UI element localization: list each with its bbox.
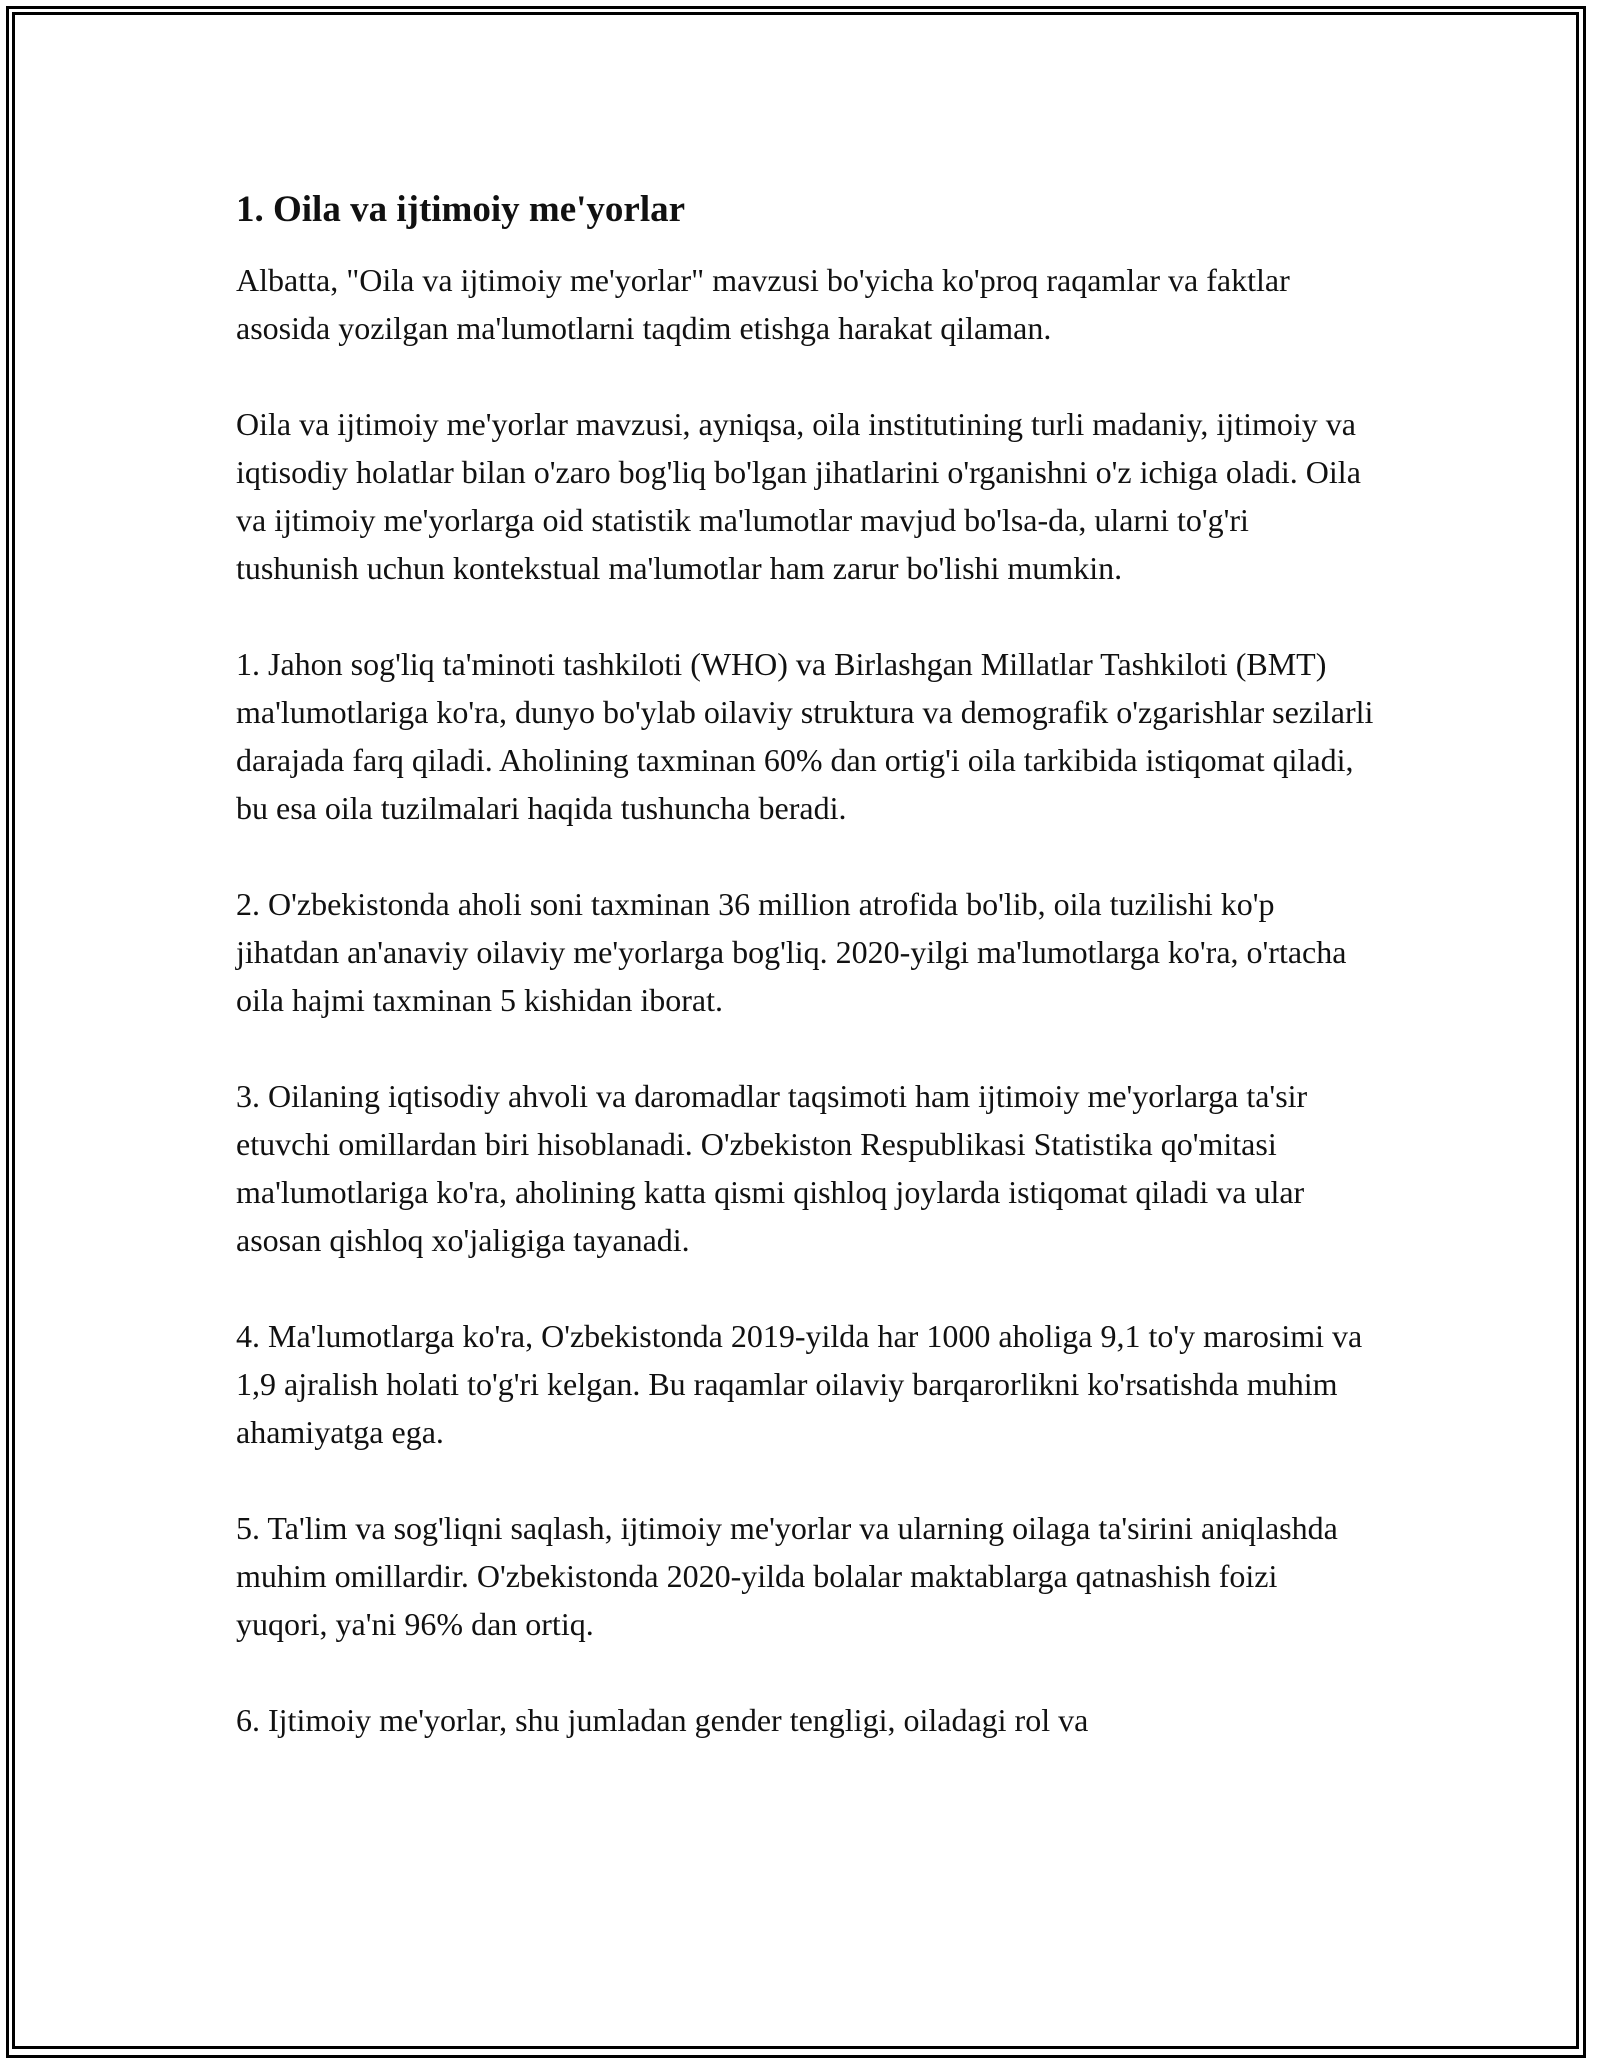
paragraph-point-5: 5. Ta'lim va sog'liqni saqlash, ijtimoiy me'yorlar va ularning oilaga ta'sirini aniqlashda muhim omillardir. O'zbekistonda 2020-yilda bolalar maktablarga qatnashish foizi yuqori, ya'ni 96% dan ortiq. [236, 1510, 1338, 1642]
document-title: 1. Oila va ijtimoiy me'yorlar [236, 189, 686, 230]
paragraph-point-4: 4. Ma'lumotlarga ko'ra, O'zbekistonda 2019-yilda har 1000 aholiga 9,1 to'y marosimi va 1,9 ajralish holati to'g'ri kelgan. Bu raqamlar oilaviy barqarorlikni ko'rsatishda muhim ahamiyatga ega. [236, 1318, 1363, 1450]
paragraph-point-6: 6. Ijtimoiy me'yorlar, shu jumladan gender tengligi, oiladagi rol va [236, 1702, 1089, 1738]
document-body [236, 186, 1376, 1744]
paragraph-intro: Albatta, "Oila va ijtimoiy me'yorlar" mavzusi bo'yicha ko'proq raqamlar va faktlar asosida yozilgan ma'lumotlarni taqdim etishga harakat qilaman. [236, 262, 1290, 346]
paragraph-point-1: 1. Jahon sog'liq ta'minoti tashkiloti (WHO) va Birlashgan Millatlar Tashkiloti (BMT) ma'lumotlariga ko'ra, dunyo bo'ylab oilaviy struktura va demografik o'zgarishlar sezilarli darajada farq qiladi. Aholining taxminan 60% dan ortig'i oila tarkibida istiqomat qiladi, bu esa oila tuzilmalari haqida tushuncha beradi. [236, 646, 1374, 826]
paragraph-point-2: 2. O'zbekistonda aholi soni taxminan 36 million atrofida bo'lib, oila tuzilishi ko'p jihatdan an'anaviy oilaviy me'yorlarga bog'liq. 2020-yilgi ma'lumotlarga ko'ra, o'rtacha oila hajmi taxminan 5 kishidan iborat. [236, 886, 1347, 1018]
paragraph-overview: Oila va ijtimoiy me'yorlar mavzusi, ayniqsa, oila institutining turli madaniy, ijtimoiy va iqtisodiy holatlar bilan o'zaro bog'liq bo'lgan jihatlarini o'rganishni o'z ichiga oladi. Oila va ijtimoiy me'yorlarga oid statistik ma'lumotlar mavjud bo'lsa-da, ularni to'g'ri tushunish uchun kontekstual ma'lumotlar ham zarur bo'lishi mumkin. [236, 406, 1361, 586]
paragraph-point-3: 3. Oilaning iqtisodiy ahvoli va daromadlar taqsimoti ham ijtimoiy me'yorlarga ta'sir etuvchi omillardan biri hisoblanadi. O'zbekiston Respublikasi Statistika qo'mitasi ma'lumotlariga ko'ra, aholining katta qismi qishloq joylarda istiqomat qiladi va ular asosan qishloq xo'jaligiga tayanadi. [236, 1078, 1308, 1258]
